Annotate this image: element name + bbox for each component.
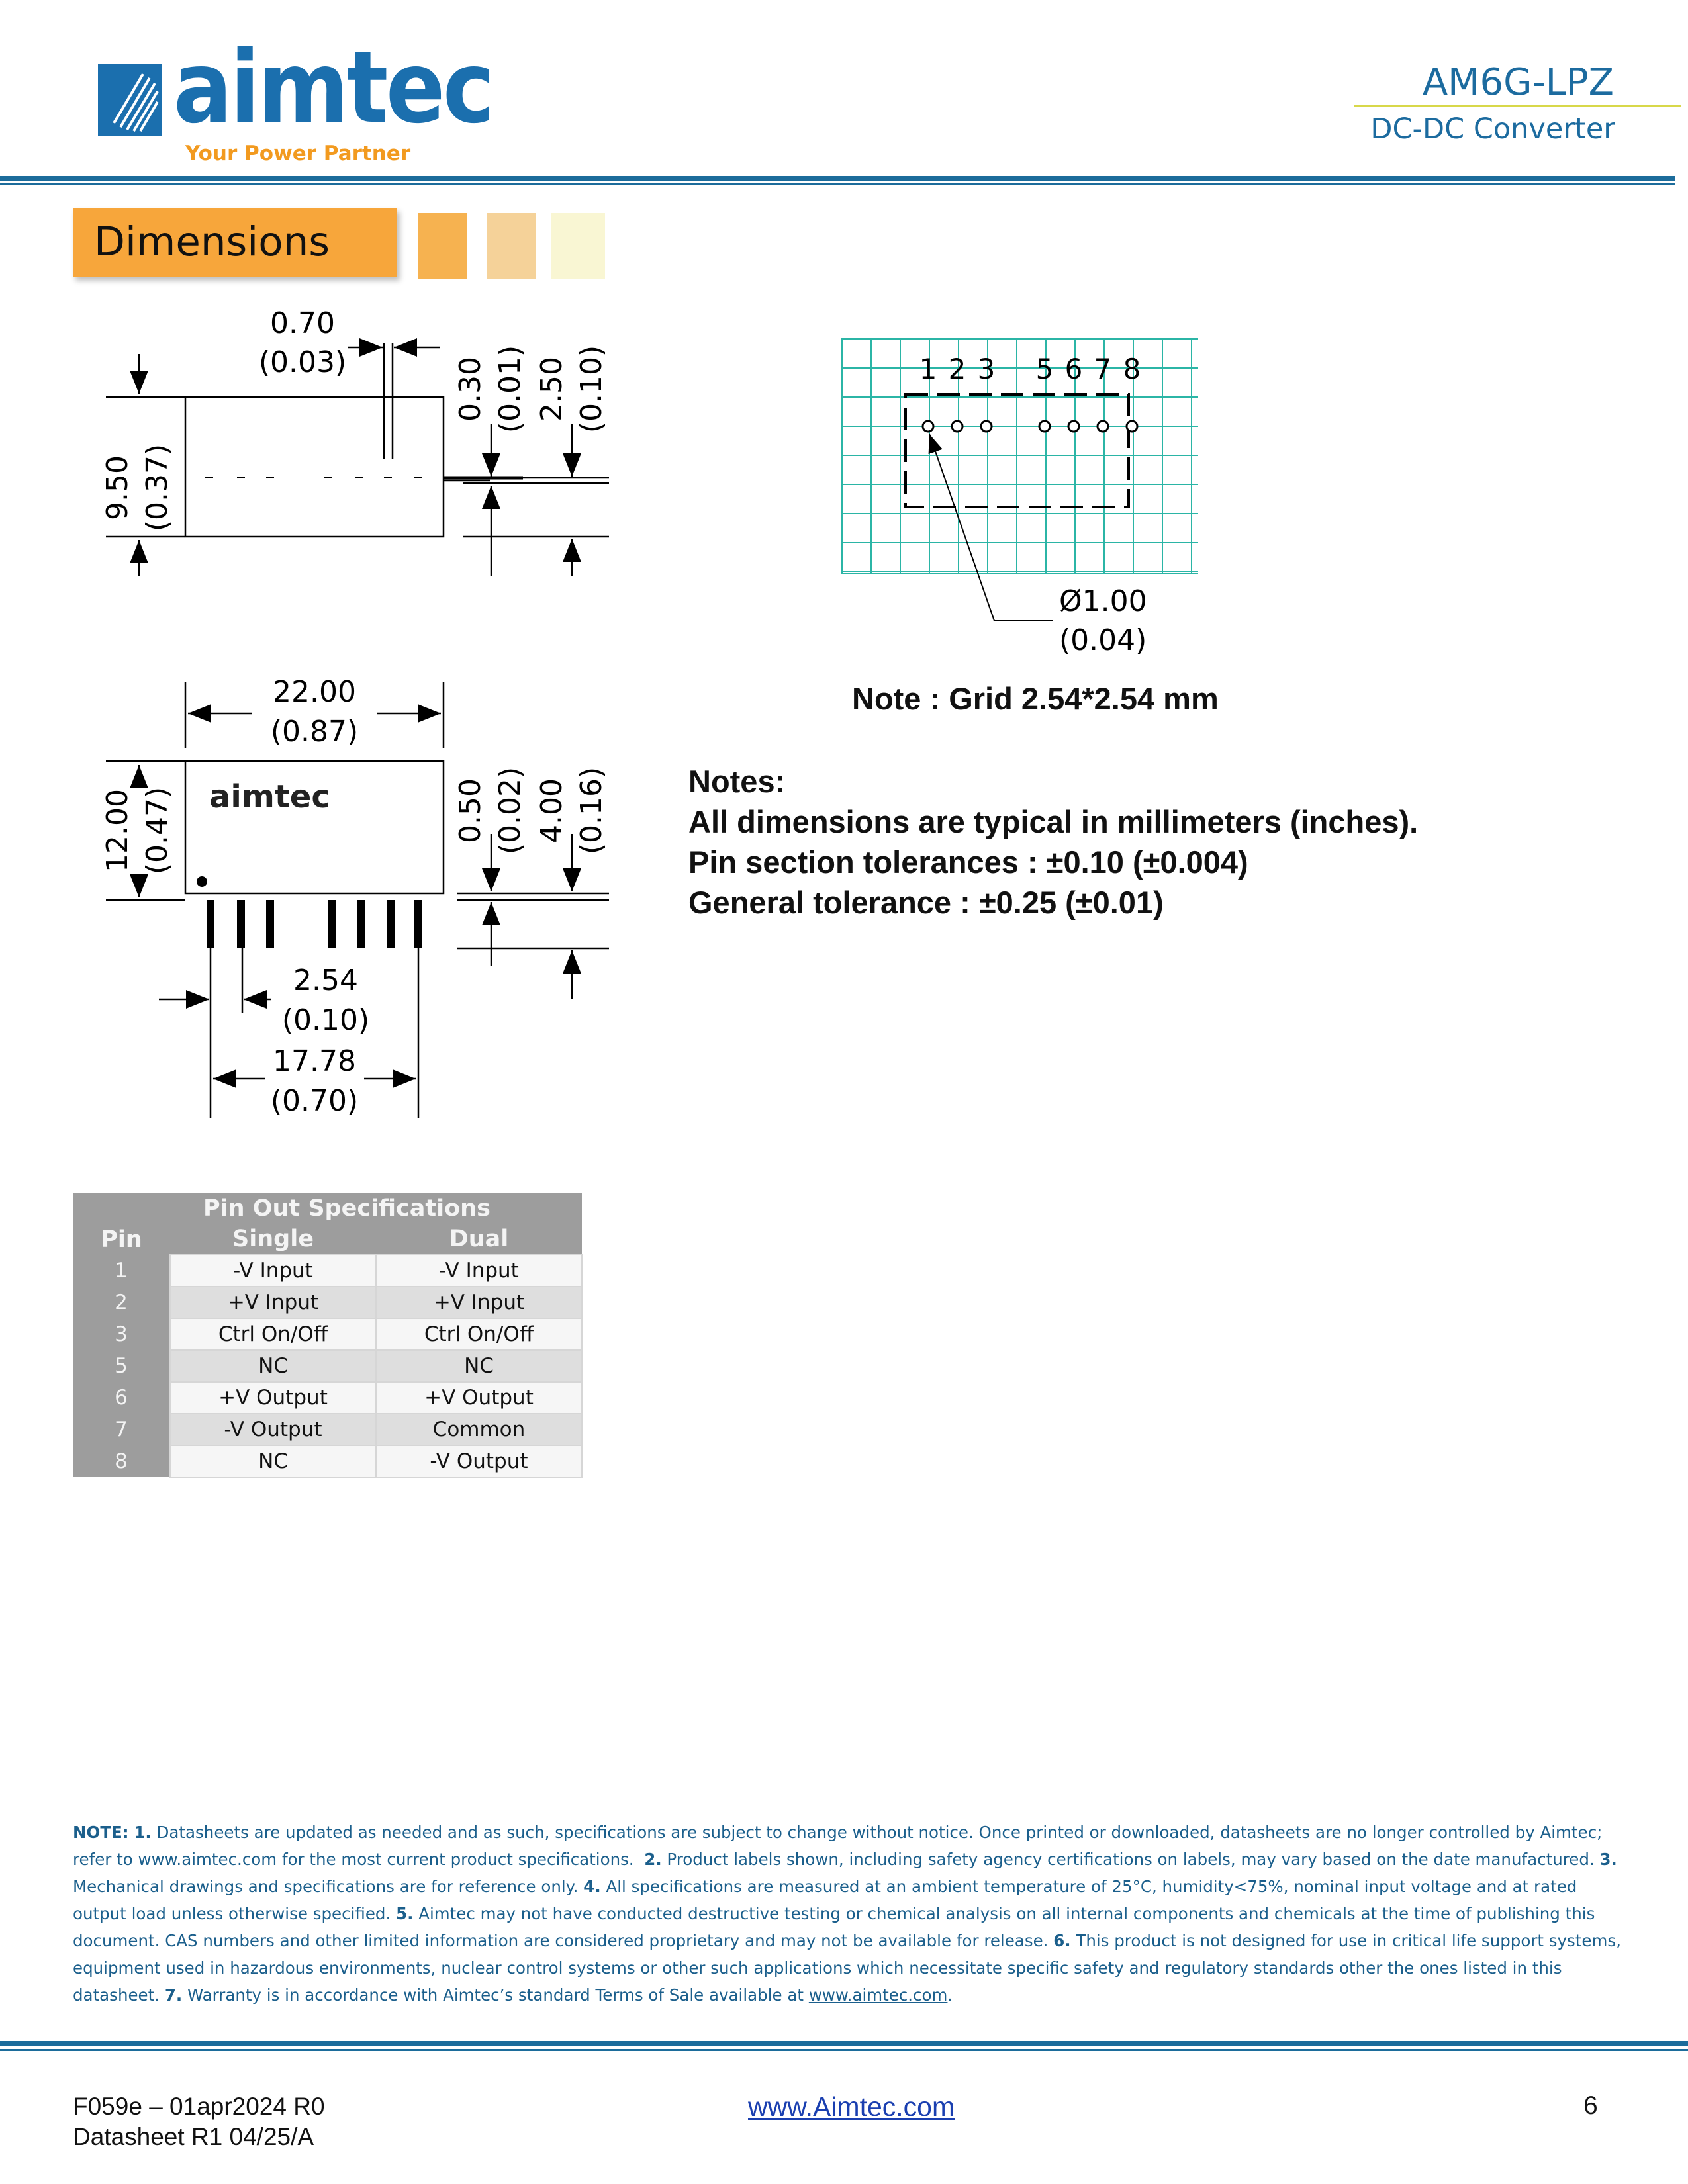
- notes-line: Pin section tolerances : ±0.10 (±0.004): [688, 844, 1248, 880]
- pin-number: 1: [919, 353, 937, 385]
- header-accent-line: [1354, 105, 1681, 107]
- decor-square: [487, 213, 536, 279]
- dim-length-in: (0.87): [270, 715, 359, 749]
- table-row: 2 +V Input +V Input: [73, 1287, 582, 1318]
- pin-number: 5: [1035, 353, 1054, 385]
- dim-standoff-in: (0.02): [493, 766, 527, 855]
- model-number: AM6G-LPZ: [1422, 61, 1614, 104]
- dim-pin-length-in: (0.10): [575, 345, 608, 433]
- table-row: 5 NC NC: [73, 1350, 582, 1382]
- dim-pitch-in: (0.10): [281, 1003, 370, 1037]
- section-title: Dimensions: [94, 218, 330, 265]
- dim-pitch: 2.54: [293, 964, 358, 997]
- front-view-drawing: [0, 668, 662, 1132]
- dim-pin-length-in: (0.16): [575, 766, 608, 855]
- body-logo: aimtec: [209, 778, 330, 815]
- grid-note: Note : Grid 2.54*2.54 mm: [852, 681, 1219, 716]
- disclaimer-note: NOTE: 1. Datasheets are updated as needed and as such, specifications are subject to change without notice. Once printed or downloaded, datasheets are no longer controlled by Aimtec; refer to www.aimtec.com for the most current product specifications. 2. Product labels shown, including safety agency certifications on labels, may vary based on the date manufactured. 3. Mechanical drawings and specifications are for reference only. 4. All specifications are measured at an ambient temperature of 25°C, humidity<75%, nominal input voltage and at rated output load unless otherwise specified. 5. Aimtec may not have conducted destructive testing or chemical analysis on all internal components and chemicals at the time of publishing this document. CAS numbers and other limited information are considered proprietary and may not be available for release. 6. This product is not designed for use in critical life support systems, equipment used in hazardous environments, nuclear control systems or other such applications which necessitate specific safety and regulatory standards other the ones listed in this datasheet. 7. Warranty is in accordance with Aimtec’s standard Terms of Sale available at www.aimtec.com.: [73, 1823, 1621, 2005]
- notes-line: General tolerance : ±0.25 (±0.01): [688, 885, 1164, 920]
- aimtec-logo-mark: [98, 64, 162, 136]
- dim-height: 12.00: [101, 789, 134, 872]
- header-rule: [0, 176, 1675, 181]
- aimtec-terms-link[interactable]: www.aimtec.com: [808, 1985, 948, 2005]
- footer-rule: [0, 2041, 1688, 2046]
- footer-rule-thin: [0, 2049, 1688, 2051]
- dim-length: 22.00: [273, 675, 356, 709]
- pin-number: 7: [1094, 353, 1112, 385]
- datasheet-revision: Datasheet R1 04/25/A: [73, 2123, 314, 2150]
- logo-tagline: Your Power Partner: [185, 142, 411, 165]
- column-header-single: Single: [170, 1224, 376, 1255]
- dim-pin-length: 4.00: [535, 778, 569, 843]
- aimtec-logo-wordmark: aimtec: [173, 30, 492, 146]
- dim-standoff: 0.50: [453, 778, 487, 843]
- footer-doc-info: [73, 2091, 325, 2152]
- pin-grid-drawing: [827, 331, 1198, 668]
- dim-height: 9.50: [101, 455, 134, 520]
- table-title: Pin Out Specifications: [170, 1193, 582, 1224]
- table-row: 3 Ctrl On/Off Ctrl On/Off: [73, 1318, 582, 1350]
- dim-standoff: 0.30: [453, 357, 487, 422]
- dim-lead-width: 0.70: [270, 306, 335, 340]
- pin-number: 3: [977, 353, 996, 385]
- decor-square: [551, 213, 605, 279]
- table-row: 1 -V Input -V Input: [73, 1255, 582, 1287]
- dim-height-in: (0.47): [140, 786, 174, 875]
- dim-pin-length: 2.50: [535, 357, 569, 422]
- notes-title: Notes:: [688, 764, 786, 799]
- website-link[interactable]: www.Aimtec.com: [748, 2091, 955, 2122]
- pin-number: 6: [1064, 353, 1083, 385]
- pin-out-table: [73, 1193, 583, 1478]
- dim-hole-in: (0.04): [1059, 623, 1147, 657]
- table-row: 7 -V Output Common: [73, 1414, 582, 1445]
- dimension-notes: [688, 761, 1418, 923]
- pin-number: 2: [948, 353, 966, 385]
- header-rule-thin: [0, 183, 1675, 185]
- product-type: DC-DC Converter: [1370, 113, 1615, 146]
- dim-height-in: (0.37): [140, 443, 174, 532]
- dim-standoff-in: (0.01): [493, 345, 527, 433]
- form-number: F059e – 01apr2024 R0: [73, 2093, 325, 2120]
- dim-span-in: (0.70): [270, 1084, 359, 1118]
- column-header-dual: Dual: [376, 1224, 582, 1255]
- dim-span: 17.78: [273, 1044, 356, 1078]
- side-view-drawing: [0, 291, 662, 582]
- pin-number: 8: [1123, 353, 1141, 385]
- dim-hole: Ø1.00: [1059, 584, 1147, 618]
- column-header-pin: Pin: [73, 1224, 170, 1255]
- table-row: 8 NC -V Output: [73, 1445, 582, 1477]
- notes-line: All dimensions are typical in millimeters (inches).: [688, 804, 1419, 839]
- decor-square: [418, 213, 467, 279]
- page-number: 6: [1583, 2091, 1598, 2120]
- dim-lead-width-in: (0.03): [258, 345, 347, 379]
- table-row: 6 +V Output +V Output: [73, 1382, 582, 1414]
